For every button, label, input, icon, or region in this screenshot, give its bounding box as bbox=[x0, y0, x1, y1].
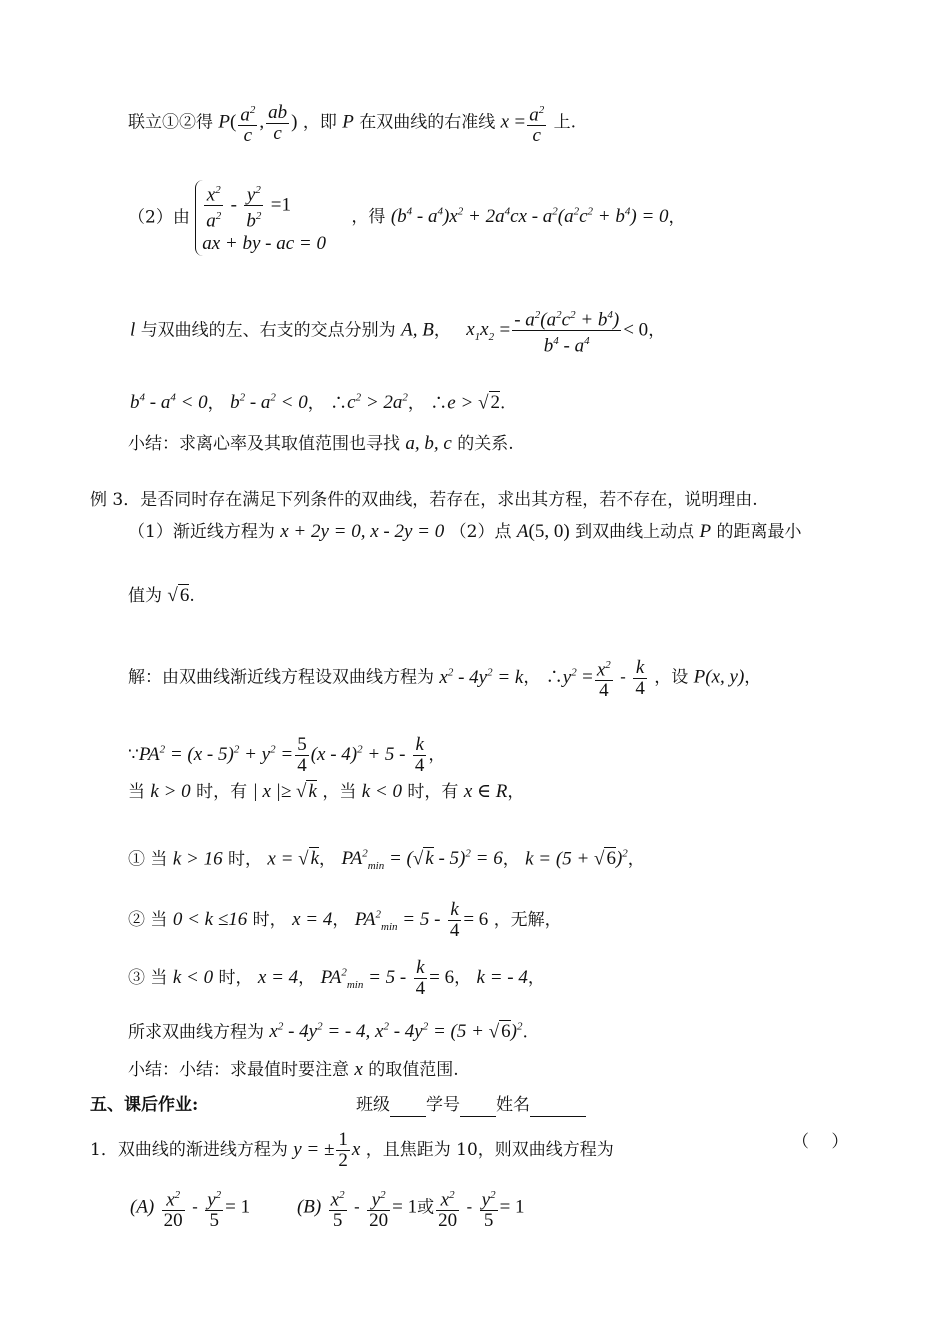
final-answer-line: 所求双曲线方程为 $x^2 - 4y^2$ = - 4, $x^2 - 4y^2 = (5$ + √ 6)$^2$. bbox=[128, 1021, 528, 1043]
id-blank[interactable] bbox=[460, 1098, 496, 1117]
question-1-answer-paren[interactable]: （ ） bbox=[792, 1132, 849, 1152]
line-1: 联立①②得 P( $\frac{a^2}{c}$ , $\frac{ab}{c}$ ) ，即 P 在双曲线的右准线 x = $\frac{a^2}{c}$ 上. bbox=[128, 101, 577, 147]
case-3-line: ③ 当 k < 0 时， x = 4， $PA^2_{min} = 5$ - $\frac{k}{4}$ = 6， k = - 4， bbox=[128, 957, 545, 999]
example-3-min-value: 值为 √ 6. bbox=[128, 585, 195, 606]
line-2: （2）由 $\frac{x^2}{a^2}$ - $\frac{y^2}{b^2}$ =1 ax + by - ac = 0 ，得 $(b^4 - a^4)x^2 + 2a^4cx - a^2(a^2c^2 + b^4) = 0$， bbox=[128, 180, 686, 256]
pa-squared-line: $\because PA^2 = (x - 5)^2 + y^2$ = $\frac{5}{4}$ (x - 4)$^2$ + 5 - $\frac{k}{4}$ ， bbox=[128, 734, 446, 776]
example-3-title: 例 3．是否同时存在满足下列条件的双曲线，若存在，求出其方程，若不存在，说明理由. bbox=[90, 490, 758, 510]
line-5: 小结：求离心率及其取值范围也寻找 a, b, c 的关系. bbox=[128, 433, 514, 454]
question-1-options: (A) $\frac{x^2}{20}$ - $\frac{y^2}{5}$ = 1 (B) $\frac{x^2}{5}$ - $\frac{y^2}{20}$ = 1或 $\frac{x^2}{20}$ - $\frac{y^2}{5}$ = 1 bbox=[130, 1185, 525, 1231]
case-line: 当 k > 0 时，有 | x |≥ √ k ，当 k < 0 时，有 x ∈ R， bbox=[128, 781, 525, 802]
example-3-conditions: （1）渐近线方程为 x + 2y = 0, x - 2y = 0 （2）点 A(5, 0) 到双曲线上动点 P 的距离最小 bbox=[128, 521, 802, 542]
solution-line: 解：由双曲线渐近线方程设双曲线方程为 $x^2 - 4y^2 = k$， $\therefore y^2$ = $\frac{x^2}{4}$ - $\frac{k}{4}$ ，设 P(x, y)， bbox=[128, 656, 762, 702]
system-brace: $\frac{x^2}{a^2}$ - $\frac{y^2}{b^2}$ =1 ax + by - ac = 0 bbox=[195, 180, 326, 256]
name-blank[interactable] bbox=[530, 1098, 586, 1117]
homework-title: 五、课后作业: bbox=[90, 1095, 199, 1115]
case-1-line: ① 当 k > 16 时， x = √ k， $PA^2_{min}$ = (√ k - 5)$^2$ = 6， k = (5 + √ 6)$^2$， bbox=[128, 848, 645, 873]
homework-info: 班级 学号 姓名 bbox=[356, 1093, 586, 1117]
summary-2-line: 小结：小结：求最值时要注意 x 的取值范围. bbox=[128, 1059, 459, 1080]
question-1: 1．双曲线的渐进线方程为 y = ± $\frac{1}{2}$ x ，且焦距为 10，则双曲线方程为 bbox=[90, 1129, 614, 1171]
case-2-line: ② 当 0 < k ≤16 时， x = 4， $PA^2_{min} = 5$ - $\frac{k}{4}$ = 6 ，无解， bbox=[128, 899, 562, 941]
class-blank[interactable] bbox=[390, 1098, 426, 1117]
line-3: l 与双曲线的左、右支的交点分别为 A, B， $x_1x_2$ = $\frac{- a^2(a^2c^2 + b^4)}{b^4 - a^4}$ < 0， bbox=[130, 305, 665, 357]
line-4: $b^4 - a^4 < 0$， $b^2 - a^2 < 0$， $\therefore c^2 > 2a^2$， ∴e > √ 2. bbox=[130, 392, 506, 414]
